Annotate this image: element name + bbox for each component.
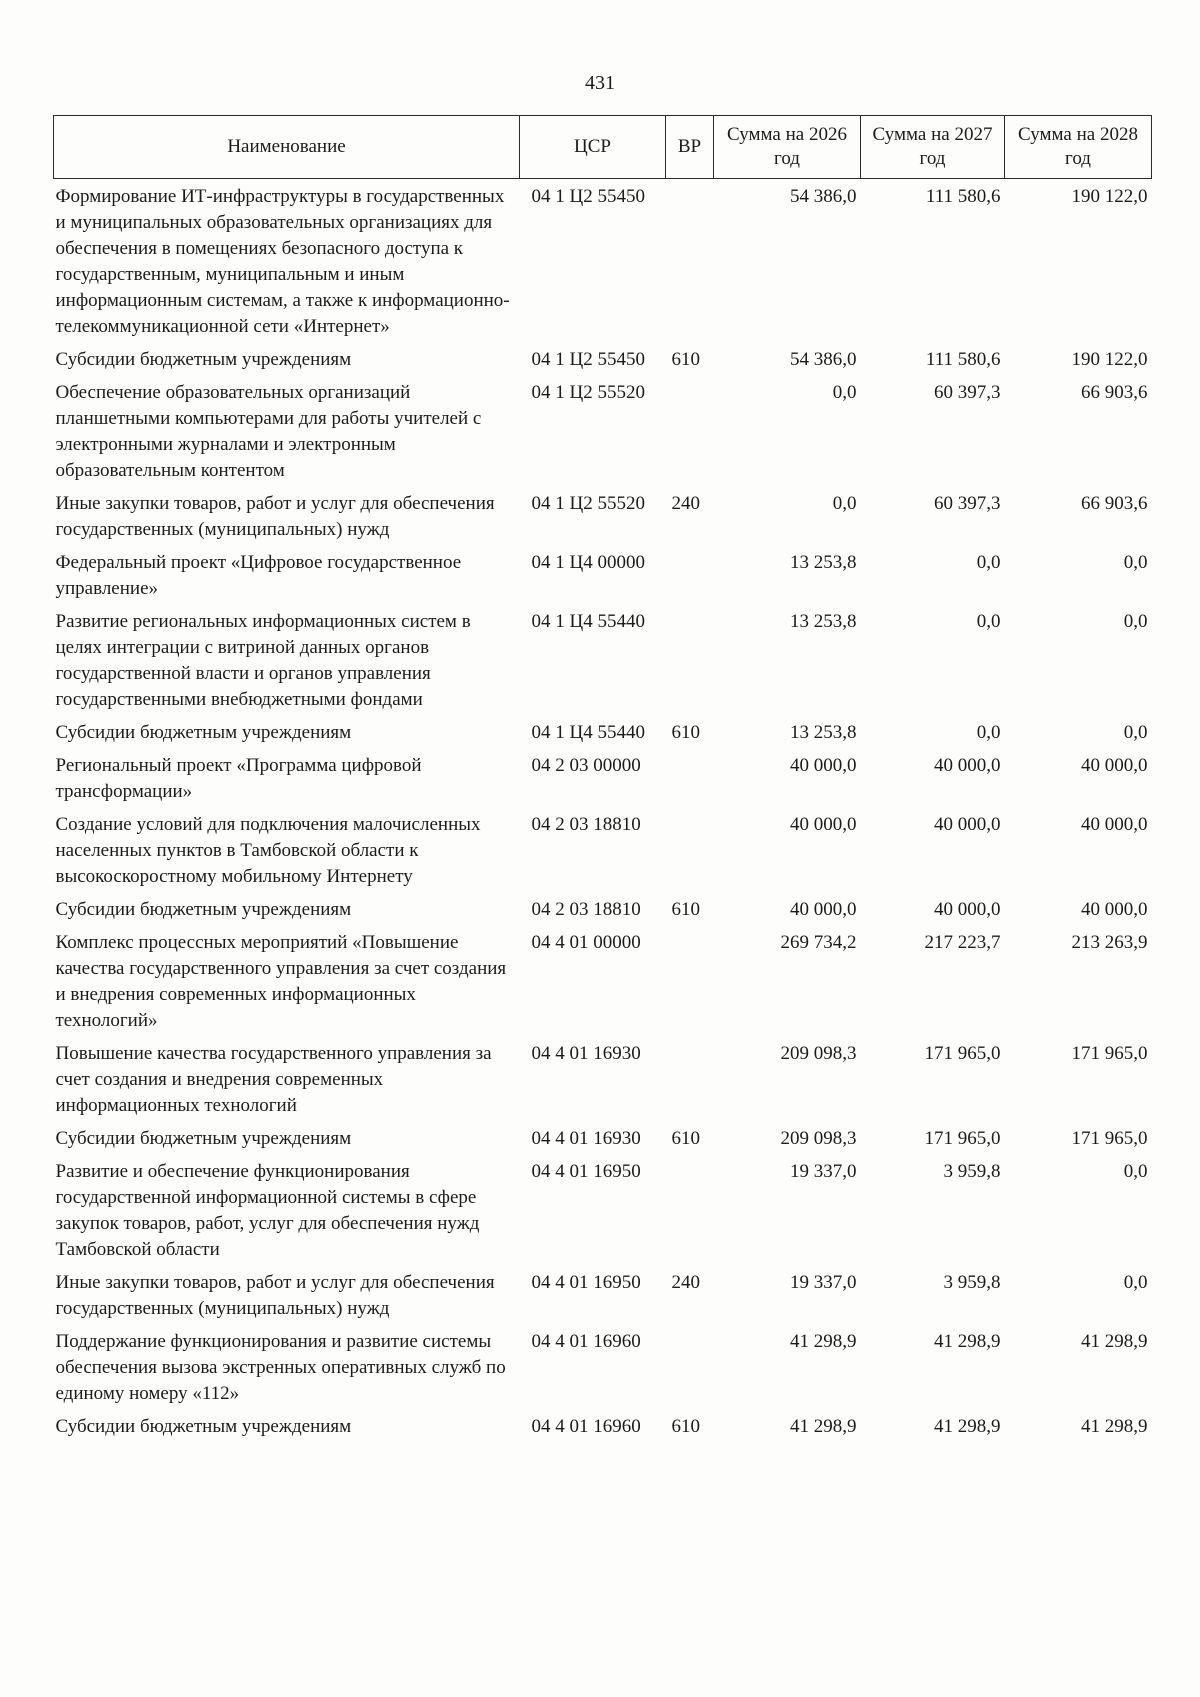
row-csr: 04 1 Ц2 55450	[531, 186, 645, 207]
row-vr	[666, 179, 714, 343]
table-row	[54, 486, 1152, 545]
row-csr: 04 2 03 18810	[531, 899, 641, 920]
row-sum-2026: 41 298,9	[790, 1331, 857, 1352]
header-row	[54, 116, 1152, 179]
row-sum-2028: 41 298,9	[1081, 1416, 1148, 1437]
row-sum-2027: 41 298,9	[934, 1416, 1001, 1437]
table-row	[54, 342, 1152, 375]
row-vr: 610	[671, 1416, 700, 1437]
row-csr: 04 1 Ц4 55440	[531, 722, 645, 743]
row-sum-2027: 60 397,3	[934, 493, 1001, 514]
row-vr: 610	[671, 349, 700, 370]
row-sum-2027: 111 580,6	[925, 186, 1001, 207]
row-sum-2026: 19 337,0	[790, 1161, 857, 1182]
row-vr	[666, 545, 714, 604]
row-sum-2028: 40 000,0	[1081, 755, 1148, 776]
row-vr	[666, 375, 714, 486]
row-csr: 04 1 Ц2 55520	[531, 382, 645, 403]
budget-table-container	[53, 115, 1151, 1442]
row-sum-2028: 40 000,0	[1081, 814, 1148, 835]
table-row	[54, 1324, 1152, 1409]
row-name: Создание условий для подключения малочисленных населенных пунктов в Тамбовской области к высокоскоростному мобильному Интернету	[55, 814, 481, 887]
row-sum-2027: 0,0	[976, 722, 1001, 743]
row-sum-2028: 0,0	[1123, 1161, 1148, 1182]
row-sum-2026: 19 337,0	[790, 1272, 857, 1293]
row-name: Иные закупки товаров, работ и услуг для обеспечения государственных (муниципальных) нужд	[55, 1272, 495, 1319]
table-row	[54, 545, 1152, 604]
header-sum-2026: Сумма на 2026 год	[714, 116, 861, 179]
row-vr	[666, 1036, 714, 1121]
row-sum-2026: 13 253,8	[790, 552, 857, 573]
row-csr: 04 1 Ц4 55440	[531, 611, 645, 632]
row-name: Иные закупки товаров, работ и услуг для обеспечения государственных (муниципальных) нужд	[55, 493, 495, 540]
row-sum-2026: 269 734,2	[780, 932, 857, 953]
row-sum-2027: 40 000,0	[934, 755, 1001, 776]
row-csr: 04 4 01 00000	[531, 932, 641, 953]
row-sum-2028: 40 000,0	[1081, 899, 1148, 920]
row-name: Развитие региональных информационных систем в целях интеграции с витриной данных органов государственной власти и органов управления государственными внебюджетными фондами	[55, 611, 471, 710]
row-sum-2027: 171 965,0	[924, 1128, 1001, 1149]
row-sum-2028: 171 965,0	[1071, 1043, 1148, 1064]
row-name: Субсидии бюджетным учреждениям	[55, 1128, 352, 1149]
row-vr: 610	[671, 899, 700, 920]
row-csr: 04 4 01 16950	[531, 1161, 641, 1182]
row-vr	[666, 1324, 714, 1409]
row-name: Субсидии бюджетным учреждениям	[55, 722, 352, 743]
row-sum-2027: 60 397,3	[934, 382, 1001, 403]
row-csr: 04 4 01 16960	[531, 1331, 641, 1352]
row-sum-2027: 3 959,8	[943, 1272, 1001, 1293]
table-row	[54, 375, 1152, 486]
budget-table	[53, 115, 1152, 1442]
row-name: Региональный проект «Программа цифровой трансформации»	[55, 755, 422, 802]
row-sum-2027: 40 000,0	[934, 899, 1001, 920]
row-csr: 04 2 03 18810	[531, 814, 641, 835]
row-sum-2027: 41 298,9	[934, 1331, 1001, 1352]
row-sum-2027: 0,0	[976, 611, 1001, 632]
row-csr: 04 4 01 16950	[531, 1272, 641, 1293]
row-vr: 240	[671, 1272, 700, 1293]
row-vr	[666, 807, 714, 892]
row-sum-2026: 13 253,8	[790, 611, 857, 632]
table-row	[54, 1154, 1152, 1265]
row-vr: 610	[671, 1128, 700, 1149]
row-sum-2028: 41 298,9	[1081, 1331, 1148, 1352]
row-sum-2027: 217 223,7	[924, 932, 1001, 953]
header-sum-2027: Сумма на 2027 год	[861, 116, 1005, 179]
row-vr	[666, 604, 714, 715]
row-vr: 610	[671, 722, 700, 743]
row-sum-2026: 40 000,0	[790, 899, 857, 920]
table-header	[54, 116, 1152, 179]
row-name: Обеспечение образовательных организаций планшетными компьютерами для работы учителей с электронными журналами и электронным образовательным контентом	[55, 382, 482, 481]
row-sum-2026: 0,0	[832, 493, 857, 514]
row-sum-2026: 40 000,0	[790, 814, 857, 835]
row-vr	[666, 1154, 714, 1265]
row-csr: 04 1 Ц2 55450	[531, 349, 645, 370]
row-sum-2026: 54 386,0	[790, 186, 857, 207]
header-csr: ЦСР	[520, 116, 666, 179]
row-sum-2026: 40 000,0	[790, 755, 857, 776]
row-name: Поддержание функционирования и развитие системы обеспечения вызова экстренных оперативных служб по единому номеру «112»	[55, 1331, 506, 1404]
row-csr: 04 2 03 00000	[531, 755, 641, 776]
table-body	[54, 179, 1152, 1443]
row-name: Субсидии бюджетным учреждениям	[55, 1416, 352, 1437]
row-sum-2028: 190 122,0	[1071, 349, 1148, 370]
table-row	[54, 1409, 1152, 1442]
row-name: Федеральный проект «Цифровое государственное управление»	[55, 552, 462, 599]
table-row	[54, 748, 1152, 807]
table-row	[54, 1121, 1152, 1154]
table-row	[54, 892, 1152, 925]
row-sum-2028: 0,0	[1123, 722, 1148, 743]
row-sum-2028: 66 903,6	[1081, 382, 1148, 403]
row-sum-2026: 41 298,9	[790, 1416, 857, 1437]
row-sum-2026: 0,0	[832, 382, 857, 403]
row-vr	[666, 925, 714, 1036]
row-csr: 04 1 Ц4 00000	[531, 552, 645, 573]
table-row	[54, 1265, 1152, 1324]
row-sum-2027: 111 580,6	[925, 349, 1001, 370]
row-sum-2028: 0,0	[1123, 1272, 1148, 1293]
row-name: Повышение качества государственного управления за счет создания и внедрения современных информационных технологий	[55, 1043, 492, 1116]
row-sum-2026: 13 253,8	[790, 722, 857, 743]
row-sum-2027: 0,0	[976, 552, 1001, 573]
row-sum-2028: 190 122,0	[1071, 186, 1148, 207]
row-name: Субсидии бюджетным учреждениям	[55, 899, 352, 920]
header-sum-2028: Сумма на 2028 год	[1005, 116, 1152, 179]
row-sum-2028: 171 965,0	[1071, 1128, 1148, 1149]
row-sum-2026: 209 098,3	[780, 1128, 857, 1149]
row-name: Комплекс процессных мероприятий «Повышение качества государственного управления за счет создания и внедрения современных информационных технологий»	[55, 932, 507, 1031]
row-csr: 04 4 01 16930	[531, 1128, 641, 1149]
table-row	[54, 715, 1152, 748]
row-csr: 04 4 01 16960	[531, 1416, 641, 1437]
row-name: Развитие и обеспечение функционирования государственной информационной системы в сфере закупок товаров, работ, услуг для обеспечения нужд Тамбовской области	[55, 1161, 480, 1260]
row-vr	[666, 748, 714, 807]
table-row	[54, 604, 1152, 715]
header-name: Наименование	[54, 116, 520, 179]
row-sum-2027: 3 959,8	[943, 1161, 1001, 1182]
page-number: 431	[585, 72, 615, 94]
row-sum-2028: 66 903,6	[1081, 493, 1148, 514]
row-csr: 04 4 01 16930	[531, 1043, 641, 1064]
table-row	[54, 1036, 1152, 1121]
header-vr: ВР	[666, 116, 714, 179]
table-row	[54, 807, 1152, 892]
row-name: Субсидии бюджетным учреждениям	[55, 349, 352, 370]
row-sum-2028: 213 263,9	[1071, 932, 1148, 953]
row-sum-2026: 54 386,0	[790, 349, 857, 370]
row-sum-2028: 0,0	[1123, 552, 1148, 573]
table-row	[54, 179, 1152, 343]
row-name: Формирование ИТ-инфраструктуры в государственных и муниципальных образовательных организациях для обеспечения в помещениях безопасного доступа к государственным, муниципальным и иным информационным системам, а также к информационно-телекоммуникационной сети «Интернет»	[55, 186, 510, 337]
row-csr: 04 1 Ц2 55520	[531, 493, 645, 514]
row-sum-2027: 171 965,0	[924, 1043, 1001, 1064]
row-sum-2026: 209 098,3	[780, 1043, 857, 1064]
table-row	[54, 925, 1152, 1036]
row-sum-2028: 0,0	[1123, 611, 1148, 632]
row-vr: 240	[671, 493, 700, 514]
row-sum-2027: 40 000,0	[934, 814, 1001, 835]
